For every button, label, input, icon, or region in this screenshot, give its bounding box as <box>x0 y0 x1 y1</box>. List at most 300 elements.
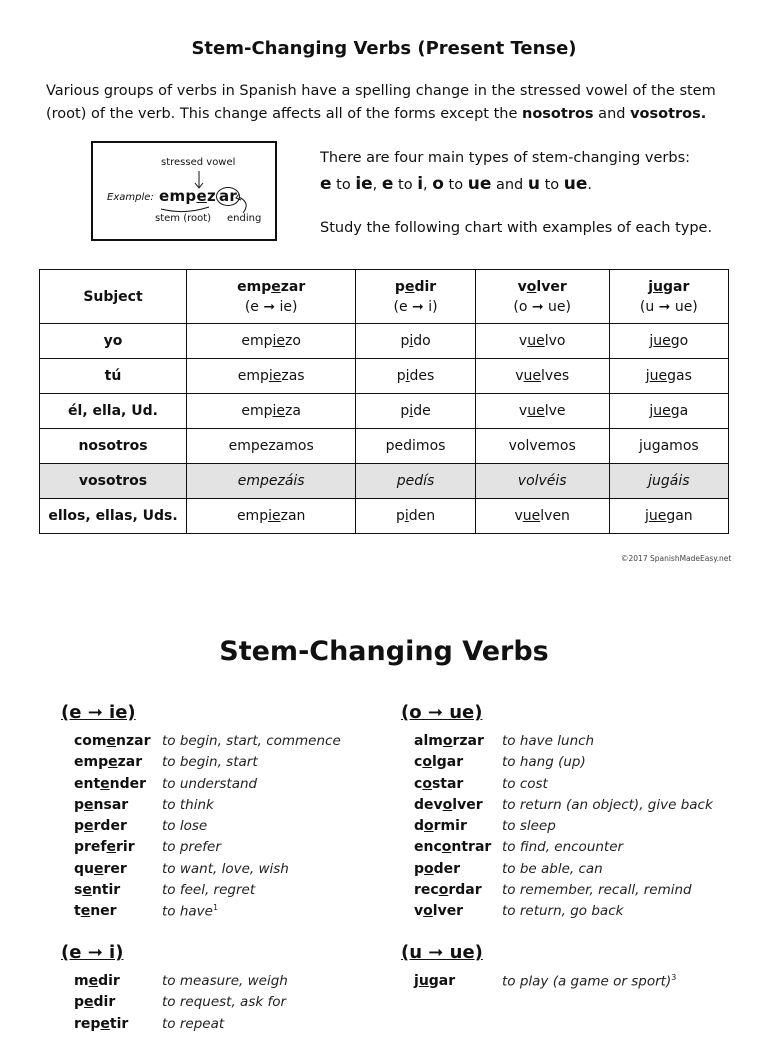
meaning-text: to prefer <box>162 839 221 856</box>
word-stressed-vowel: e <box>84 796 94 813</box>
verb-form <box>356 429 475 464</box>
verb-meaning <box>502 818 556 834</box>
word-stressed-vowel: i <box>404 508 409 524</box>
word-stressed-vowel: o <box>438 882 449 899</box>
word-part: dir <box>93 994 116 1011</box>
word-part: emp <box>236 508 269 524</box>
header-change: (o ➞ ue) <box>513 298 571 315</box>
verb-list <box>74 733 374 925</box>
verb-form <box>356 359 475 394</box>
type3-from: o <box>432 174 444 194</box>
group-heading: (e ➞ i) <box>61 942 124 963</box>
group-u-ue <box>401 942 677 990</box>
header-verb <box>475 270 609 324</box>
type2-to: i <box>417 174 424 194</box>
word-part: do <box>413 333 431 349</box>
header-label: Subject <box>83 288 143 305</box>
group-heading: (e ➞ ie) <box>61 702 136 723</box>
group-o-ue <box>401 702 713 920</box>
types-text <box>320 148 740 236</box>
word-stressed-vowel: ue <box>649 368 668 384</box>
header-verb-word <box>356 277 474 297</box>
word-stressed-vowel: ue <box>527 403 545 419</box>
header-change: (e ➞ ie) <box>244 298 298 315</box>
word-part: empezamos <box>228 438 314 454</box>
word-stressed-vowel: e <box>271 278 281 295</box>
word-part: qu <box>74 860 94 877</box>
table-row <box>40 359 729 394</box>
verb <box>74 797 128 813</box>
verb <box>74 973 120 989</box>
meaning-text: to repeat <box>162 1015 225 1032</box>
verb-row <box>74 994 374 1015</box>
word-part: pedís <box>396 473 435 489</box>
example-word-pre: emp <box>159 187 197 205</box>
word-stressed-vowel: ie <box>272 333 286 349</box>
verb-row <box>414 973 754 994</box>
meaning-text: to play (a game or sport) <box>502 973 672 990</box>
word-part: rmir <box>433 818 467 835</box>
word-part: zar <box>280 278 306 295</box>
word-part: v <box>515 368 524 384</box>
verb-row <box>414 818 754 839</box>
verb <box>414 776 463 792</box>
word-part: lves <box>541 368 570 384</box>
meaning-text: to want, love, wish <box>162 860 289 877</box>
meaning-text: to find, encounter <box>502 839 624 856</box>
word-part: rdar <box>448 882 482 899</box>
meaning-text: to lose <box>162 818 208 835</box>
word-part: lver <box>536 278 567 295</box>
word-stressed-vowel: ue <box>522 508 541 524</box>
verb-row <box>74 776 374 797</box>
verb-form <box>475 464 609 499</box>
verb-list <box>74 973 374 1037</box>
word-part: lve <box>544 403 566 419</box>
meaning-text: to have lunch <box>502 733 595 749</box>
word-part: gan <box>666 508 693 524</box>
type1-from: e <box>320 174 332 194</box>
verb <box>74 882 120 898</box>
type4-from: u <box>527 174 540 194</box>
word-part: dir <box>98 973 120 989</box>
word-part: ntrar <box>451 839 492 856</box>
verb-form <box>187 359 356 394</box>
word-part: p <box>400 333 410 349</box>
verb-row <box>74 973 374 994</box>
meaning-text: to be able, can <box>502 860 603 877</box>
verb-row <box>414 882 754 903</box>
meaning-text: to return (an object), give back <box>502 796 713 813</box>
verb-row <box>414 861 754 882</box>
word-stressed-vowel: ue <box>653 403 671 419</box>
meaning-text: to measure, weigh <box>162 973 288 989</box>
meaning-text: to hang (up) <box>502 754 586 771</box>
word-part: j <box>649 333 654 349</box>
type3-to-word: to <box>443 177 468 193</box>
verb-form <box>356 464 475 499</box>
word-part: v <box>518 333 528 349</box>
verb-form <box>609 324 728 359</box>
word-part: p <box>74 796 85 813</box>
word-part: p <box>414 860 425 877</box>
type1-to: ie <box>355 174 373 194</box>
verb-meaning <box>502 733 594 749</box>
word-part: empezáis <box>237 473 305 489</box>
word-part: emp <box>241 403 273 419</box>
table-row <box>40 429 729 464</box>
row-subject: vosotros <box>40 464 187 499</box>
example-word <box>159 187 240 206</box>
meaning-text: to return, go back <box>502 903 624 920</box>
verb-form <box>609 464 728 499</box>
word-part: p <box>396 368 406 384</box>
verb <box>414 973 455 989</box>
word-stressed-vowel: o <box>422 754 432 771</box>
word-stressed-vowel: i <box>409 333 414 349</box>
word-part: rec <box>414 882 439 899</box>
verb-row <box>74 882 374 903</box>
word-part: nsar <box>93 796 129 813</box>
word-part: j <box>645 368 650 384</box>
verb <box>74 903 117 919</box>
verb-row <box>414 776 754 797</box>
verb-meaning <box>502 973 676 990</box>
word-part: lver <box>452 796 483 813</box>
verb-row <box>74 754 374 775</box>
word-part: j <box>649 403 654 419</box>
intro-and: and <box>593 106 631 122</box>
header-subject <box>40 270 187 324</box>
verb <box>414 818 467 834</box>
intro-bold-nosotros: nosotros <box>522 106 594 122</box>
verb-form <box>187 429 356 464</box>
verb-form <box>187 464 356 499</box>
word-part: jugáis <box>648 473 690 489</box>
verb-form <box>187 394 356 429</box>
word-stressed-vowel: o <box>441 839 452 856</box>
footnote-mark: 1 <box>212 903 219 913</box>
word-part: p <box>395 508 405 524</box>
types-intro: There are four main types of stem-changing verbs: <box>320 150 691 166</box>
meaning-text: to feel, regret <box>162 882 256 899</box>
word-part: lver <box>432 903 464 920</box>
word-part: p <box>400 403 410 419</box>
meaning-text: to request, ask for <box>162 994 287 1011</box>
type-comma-2: , <box>423 177 433 193</box>
verb-form <box>475 359 609 394</box>
verb-meaning <box>162 994 286 1010</box>
word-part: t <box>74 903 81 920</box>
verb <box>74 733 150 749</box>
verb-meaning <box>162 861 289 877</box>
word-part: j <box>648 278 654 295</box>
word-stressed-vowel: o <box>526 278 537 295</box>
word-stressed-vowel: o <box>423 903 433 920</box>
word-stressed-vowel: e <box>404 278 415 295</box>
word-part: d <box>414 818 425 835</box>
verb-meaning <box>502 754 586 770</box>
word-stressed-vowel: o <box>422 775 432 792</box>
verb-form <box>187 499 356 534</box>
header-verb <box>609 270 728 324</box>
header-verb <box>356 270 475 324</box>
word-part: nzar <box>116 733 151 749</box>
word-part: zar <box>117 754 143 771</box>
stem-label: stem (root) <box>155 213 212 224</box>
verb-form <box>187 324 356 359</box>
header-verb-word <box>610 277 728 297</box>
verb-meaning <box>502 797 713 813</box>
header-verb-word <box>187 277 355 297</box>
word-part: m <box>74 973 89 989</box>
word-stressed-vowel: e <box>100 1015 110 1032</box>
word-part: enc <box>414 839 442 856</box>
word-part: ga <box>670 403 689 419</box>
header-verb-word <box>476 277 609 297</box>
example-word-mid: z <box>206 187 216 205</box>
intro-paragraph <box>46 80 736 126</box>
word-part: c <box>414 775 423 792</box>
verb-form <box>356 499 475 534</box>
verb <box>74 861 127 877</box>
verb <box>414 861 460 877</box>
type1-to-word: to <box>331 177 356 193</box>
example-word-ending: ar <box>216 187 240 206</box>
verb-list <box>414 973 754 994</box>
page-title: Stem-Changing Verbs (Present Tense) <box>191 38 577 59</box>
verb-meaning <box>162 973 288 989</box>
meaning-text: to think <box>162 796 214 813</box>
word-part: den <box>408 508 436 524</box>
word-part: dev <box>414 796 443 813</box>
word-stressed-vowel: ie <box>272 403 286 419</box>
word-stressed-vowel: ue <box>523 368 542 384</box>
row-subject: tú <box>40 359 187 394</box>
group-e-i <box>61 942 288 1032</box>
word-stressed-vowel: ue <box>527 333 545 349</box>
verb-form <box>356 394 475 429</box>
word-part: p <box>74 818 85 835</box>
word-stressed-vowel: ue <box>653 333 671 349</box>
word-stressed-vowel: u <box>653 278 664 295</box>
meaning-text: to remember, recall, remind <box>502 882 692 899</box>
verb-row <box>74 733 374 754</box>
word-part: emp <box>241 333 273 349</box>
verb-row <box>414 733 754 754</box>
verb-meaning <box>162 818 207 834</box>
word-part: lvo <box>544 333 566 349</box>
type4-to: ue <box>563 174 588 194</box>
word-part: volvemos <box>508 438 576 454</box>
intro-text: Various groups of verbs in Spanish have a spelling change in the stressed vowel of the stem (root) of the verb. This change affects all of the forms except the <box>46 83 716 122</box>
word-stressed-vowel: e <box>82 882 92 899</box>
word-part: pref <box>74 839 107 856</box>
verb-form <box>475 429 609 464</box>
word-part: v <box>514 508 523 524</box>
stressed-vowel-label: stressed vowel <box>161 157 236 168</box>
word-part: emp <box>74 754 109 771</box>
section-title: Stem-Changing Verbs <box>219 636 549 667</box>
word-part: zan <box>280 508 306 524</box>
verb-meaning <box>162 882 255 898</box>
ending-label: ending <box>227 213 262 224</box>
type2-to-word: to <box>393 177 418 193</box>
verb-meaning <box>162 754 258 770</box>
footnote-mark: 3 <box>671 973 677 982</box>
verb-row <box>74 903 374 924</box>
word-part: ent <box>74 775 101 792</box>
type2-from: e <box>381 174 394 194</box>
word-part: j <box>414 973 419 989</box>
verb-row <box>74 818 374 839</box>
conjugation-table <box>39 269 729 534</box>
header-verb <box>187 270 356 324</box>
meaning-text: to understand <box>162 775 258 792</box>
word-part: v <box>517 278 527 295</box>
verb-form <box>609 429 728 464</box>
word-part: tir <box>109 1015 129 1032</box>
word-stressed-vowel: e <box>106 733 117 749</box>
row-subject: yo <box>40 324 187 359</box>
word-part: rzar <box>452 733 484 749</box>
row-subject: nosotros <box>40 429 187 464</box>
word-part: der <box>433 860 461 877</box>
verb <box>74 754 142 770</box>
word-part: gar <box>663 278 690 295</box>
word-part: za <box>285 403 301 419</box>
group-e-ie <box>61 702 341 920</box>
type-and: and <box>491 177 528 193</box>
verb-row <box>74 797 374 818</box>
word-stressed-vowel: o <box>424 818 434 835</box>
verb-form <box>609 499 728 534</box>
meaning-text: to sleep <box>502 818 556 835</box>
table-row <box>40 324 729 359</box>
copyright-text: ©2017 SpanishMadeEasy.net <box>621 554 732 563</box>
word-stressed-vowel: ie <box>268 368 282 384</box>
word-stressed-vowel: i <box>405 368 410 384</box>
verb-row <box>74 839 374 860</box>
word-part: rep <box>74 1015 101 1032</box>
type4-to-word: to <box>539 177 564 193</box>
word-stressed-vowel: e <box>106 839 117 856</box>
word-stressed-vowel: o <box>442 796 453 813</box>
row-subject: ellos, ellas, Uds. <box>40 499 187 534</box>
word-part: rder <box>93 818 127 835</box>
word-stressed-vowel: ie <box>268 508 281 524</box>
word-part: emp <box>237 278 272 295</box>
verb-form <box>356 324 475 359</box>
verb-row <box>414 797 754 818</box>
word-stressed-vowel: o <box>442 733 453 749</box>
header-change: (u ➞ ue) <box>639 298 698 315</box>
word-part: lgar <box>431 754 464 771</box>
word-stressed-vowel: u <box>418 973 429 989</box>
word-part: com <box>74 733 107 749</box>
verb-meaning <box>502 776 548 792</box>
example-label: Example: <box>107 192 154 203</box>
types-study-note: Study the following chart with examples of each type. <box>320 220 713 236</box>
verb-row <box>74 861 374 882</box>
verb-row <box>414 839 754 860</box>
word-part: go <box>670 333 689 349</box>
group-heading: (o ➞ ue) <box>401 702 483 723</box>
word-part: rir <box>116 839 135 856</box>
word-part: p <box>74 994 85 1011</box>
verb-form <box>475 499 609 534</box>
verb-list <box>414 733 754 925</box>
word-part: v <box>518 403 528 419</box>
word-part: lven <box>540 508 570 524</box>
stem-diagram <box>91 141 277 241</box>
meaning-text: to cost <box>502 775 548 792</box>
header-change: (e ➞ i) <box>393 298 438 315</box>
table-body <box>40 324 729 534</box>
word-stressed-vowel: e <box>84 818 94 835</box>
row-subject: él, ella, Ud. <box>40 394 187 429</box>
verb-meaning <box>502 861 603 877</box>
word-part: des <box>409 368 435 384</box>
type3-to: ue <box>467 174 492 194</box>
word-part: c <box>414 754 423 771</box>
word-part: pedimos <box>385 438 446 454</box>
meaning-text: to have <box>162 903 213 920</box>
verb <box>74 776 146 792</box>
meaning-text: to begin, start, commence <box>162 733 341 749</box>
verb <box>414 754 463 770</box>
verb <box>414 882 482 898</box>
word-part: dir <box>414 278 437 295</box>
table-row <box>40 499 729 534</box>
verb-meaning <box>502 839 623 855</box>
verb-form <box>475 324 609 359</box>
word-part: zas <box>281 368 305 384</box>
group-heading: (u ➞ ue) <box>401 942 483 963</box>
word-part: p <box>394 278 405 295</box>
word-stressed-vowel: e <box>88 973 99 989</box>
word-stressed-vowel: o <box>424 860 434 877</box>
verb-meaning <box>502 882 692 898</box>
verb <box>74 818 127 834</box>
word-part: rer <box>103 860 127 877</box>
word-part: gar <box>428 973 456 989</box>
type-comma-1: , <box>372 177 382 193</box>
table-row <box>40 464 729 499</box>
word-stressed-vowel: e <box>80 903 91 920</box>
word-part: alm <box>414 733 443 749</box>
verb <box>74 839 135 855</box>
verb <box>414 733 484 749</box>
verb <box>74 994 115 1010</box>
meaning-text: to begin, start <box>162 754 258 771</box>
word-stressed-vowel: e <box>94 860 104 877</box>
word-stressed-vowel: e <box>108 754 118 771</box>
verb-meaning <box>162 776 257 792</box>
word-part: v <box>414 903 424 920</box>
verb-meaning <box>162 797 214 813</box>
word-stressed-vowel: e <box>100 775 110 792</box>
word-part: j <box>644 508 649 524</box>
word-part: star <box>431 775 464 792</box>
word-part: nder <box>109 775 147 792</box>
verb <box>414 903 463 919</box>
word-part: de <box>413 403 431 419</box>
verb <box>414 839 491 855</box>
intro-bold-vosotros: vosotros. <box>630 106 707 122</box>
verb-row <box>414 754 754 775</box>
types-list <box>320 174 740 194</box>
